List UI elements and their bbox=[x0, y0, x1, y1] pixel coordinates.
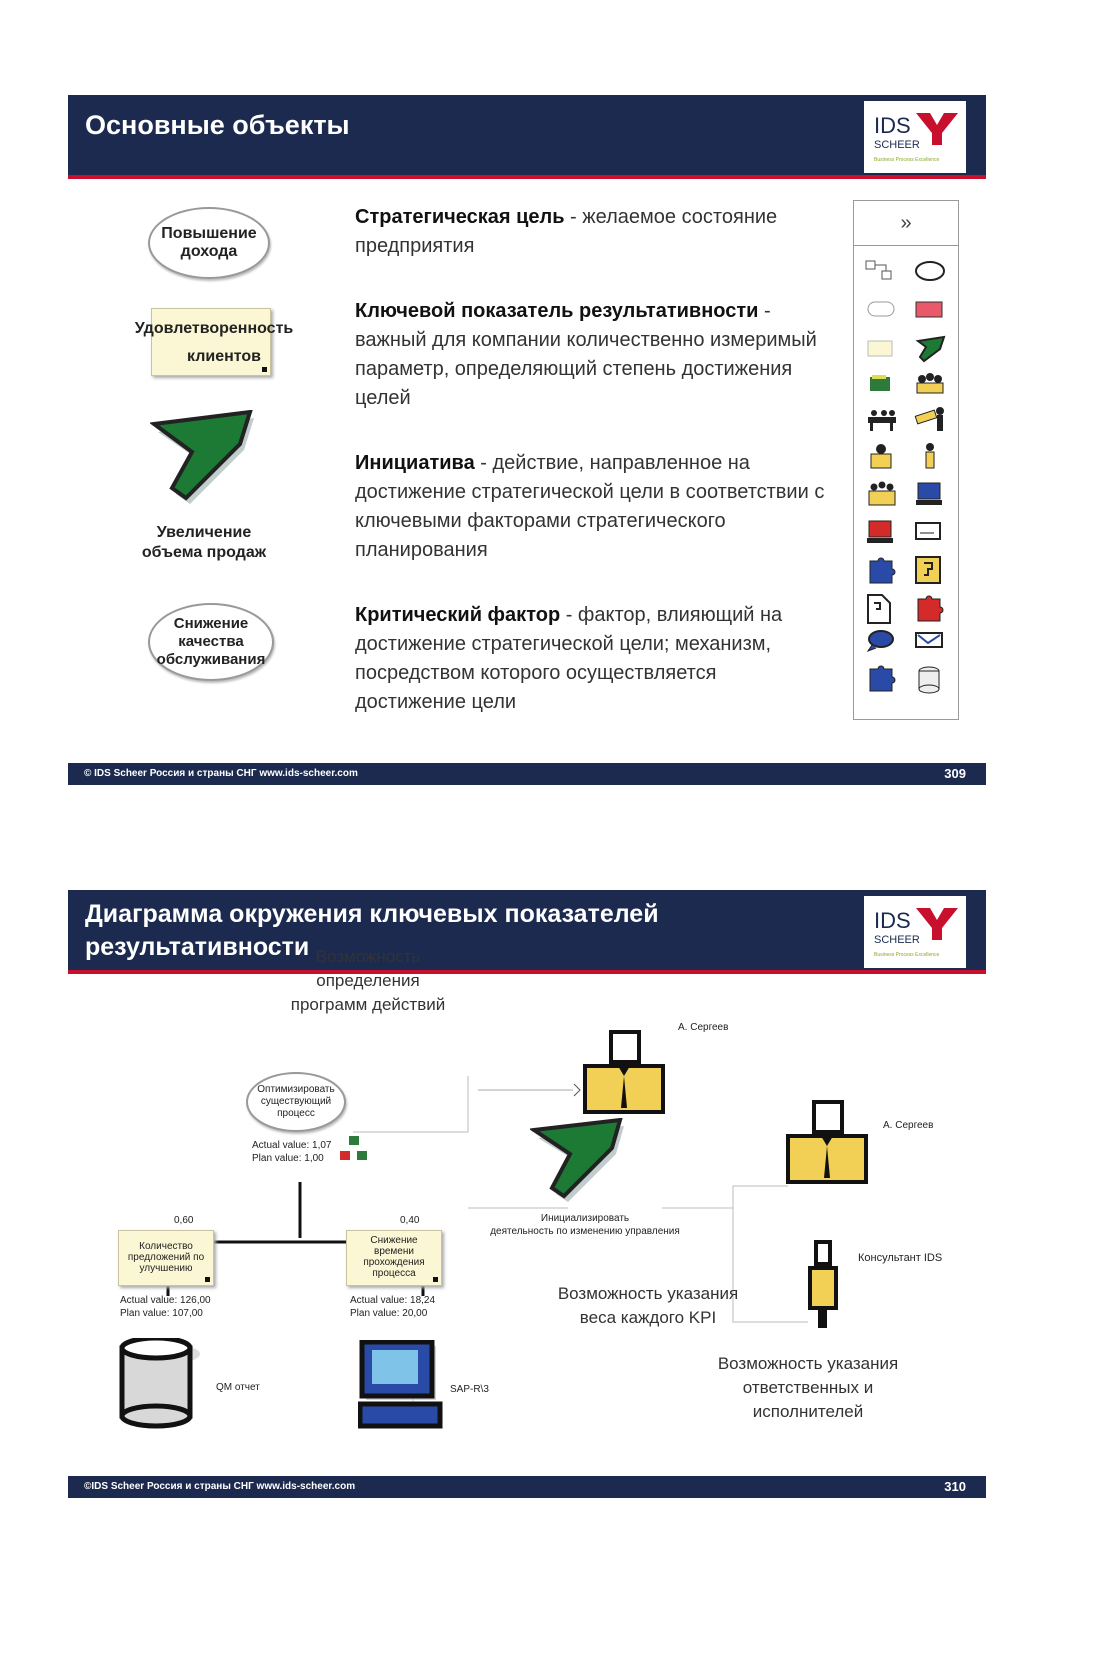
page-number: 309 bbox=[944, 766, 966, 781]
system-label: SAP-R\3 bbox=[450, 1384, 489, 1395]
description-critical-factor: Критический фактор - фактор, влияющий на достижение стратегической цели; механизм, посредством которого осуществляется достижение цели bbox=[355, 604, 783, 713]
initiative-icon bbox=[918, 337, 944, 361]
screen-icon bbox=[916, 523, 940, 539]
slide-title: Диаграмма окружения ключевых показателей результативности bbox=[85, 900, 659, 961]
initiative-shape-label: Увеличение объема продаж bbox=[141, 524, 267, 561]
computer-icon bbox=[358, 1340, 444, 1430]
page-puzzle-icon bbox=[868, 595, 890, 623]
kpi-proposals-box: Количество предложений по улучшению bbox=[118, 1230, 214, 1286]
kpi-left-actual: Actual value: 126,00 bbox=[120, 1295, 211, 1306]
initiative-chevron-icon bbox=[530, 1118, 630, 1208]
kpi-note-icon bbox=[868, 341, 892, 356]
person-name: А. Сергеев bbox=[883, 1120, 934, 1131]
consultant-label: Консультант IDS bbox=[858, 1252, 943, 1264]
weight-left: 0,60 bbox=[174, 1215, 194, 1226]
puzzle-icon bbox=[870, 558, 895, 583]
slide-footer: ©IDS Scheer Россия и страны СНГ www.ids-scheer.com 310 bbox=[68, 1476, 986, 1498]
kpi-shape-label: Удовлетворенность клиентов bbox=[134, 320, 294, 365]
presenter-icon bbox=[915, 407, 944, 431]
critical-factor-shape: Снижение качества обслуживания bbox=[148, 603, 274, 681]
initiative-label: Инициализировать деятельность по изменению управления bbox=[490, 1213, 680, 1237]
red-rect-icon bbox=[916, 302, 942, 317]
message-icon bbox=[916, 633, 942, 647]
ids-scheer-logo: IDS SCHEER Business Process Excellence bbox=[864, 896, 966, 968]
weight-right: 0,40 bbox=[400, 1215, 420, 1226]
slide-title: Основные объекты bbox=[85, 110, 350, 140]
meeting-icon bbox=[868, 410, 896, 431]
palette-icons bbox=[854, 247, 958, 717]
server-icon bbox=[867, 521, 893, 543]
object-palette[interactable] bbox=[853, 200, 959, 720]
slide-footer: © IDS Scheer Россия и страны СНГ www.ids-scheer.com 309 bbox=[68, 763, 986, 785]
consultant-person-icon bbox=[806, 1240, 842, 1330]
kpi-process-time-box: Снижение времени прохождения процесса bbox=[346, 1230, 442, 1286]
org-person-icon bbox=[786, 1098, 870, 1186]
logo-mark-icon bbox=[916, 111, 958, 147]
annotation-responsible: Возможность указания ответственных и исполнителей bbox=[717, 1354, 899, 1421]
description-kpi: Ключевой показатель результативности - важный для компании количественно измеримый параметр, определяющий степень достижения целей bbox=[355, 300, 817, 409]
annotation-kpi-weight: Возможность указания веса каждого KPI bbox=[557, 1284, 739, 1327]
slide-309 bbox=[68, 95, 986, 785]
goal-actual-value: Actual value: 1,07 bbox=[252, 1140, 332, 1151]
person-name: А. Сергеев bbox=[678, 1022, 729, 1033]
database-icon bbox=[116, 1338, 208, 1430]
kpi-right-plan: Plan value: 20,00 bbox=[350, 1308, 428, 1319]
slide-310 bbox=[68, 890, 986, 1590]
connector-icon bbox=[866, 261, 891, 279]
goal-oval-icon bbox=[916, 262, 944, 280]
goal-oval: Оптимизировать существующий процесс bbox=[246, 1072, 346, 1132]
database-icon bbox=[919, 667, 939, 693]
description-strategic-goal: Стратегическая цель - желаемое состояние предприятия bbox=[355, 206, 778, 257]
page-number: 310 bbox=[944, 1479, 966, 1494]
red-puzzle-icon bbox=[918, 596, 943, 621]
kpi-left-plan: Plan value: 107,00 bbox=[120, 1308, 203, 1319]
hand-document-icon bbox=[870, 375, 890, 391]
org-person-icon bbox=[583, 1028, 667, 1116]
annotation-action-programs: Возможность определения программ действий bbox=[290, 947, 446, 1014]
document-puzzle-icon bbox=[916, 557, 940, 583]
palette-expand-icon[interactable]: » bbox=[854, 201, 958, 246]
person-icon bbox=[926, 443, 934, 468]
strategic-goal-shape: Повышение дохода bbox=[148, 207, 270, 279]
people-icon bbox=[869, 482, 895, 506]
description-initiative: Инициатива - действие, направленное на достижение стратегической цели в соответствии с ключевыми факторами стратегического планирования bbox=[355, 452, 825, 561]
speech-bubble-icon bbox=[868, 631, 893, 651]
initiative-chevron-icon bbox=[150, 410, 260, 510]
hierarchy-icon bbox=[340, 1136, 368, 1162]
org-unit-icon bbox=[871, 444, 891, 468]
blue-puzzle-icon bbox=[870, 666, 895, 691]
goal-plan-value: Plan value: 1,00 bbox=[252, 1153, 324, 1164]
group-icon bbox=[917, 373, 943, 393]
ids-scheer-logo: IDS SCHEER Business Process Excellence bbox=[864, 101, 966, 173]
kpi-right-actual: Actual value: 18,24 bbox=[350, 1295, 436, 1306]
slide-header bbox=[68, 95, 986, 175]
computer-icon bbox=[916, 483, 942, 505]
db-label: QM отчет bbox=[216, 1382, 260, 1393]
rounded-rect-icon bbox=[868, 302, 894, 316]
